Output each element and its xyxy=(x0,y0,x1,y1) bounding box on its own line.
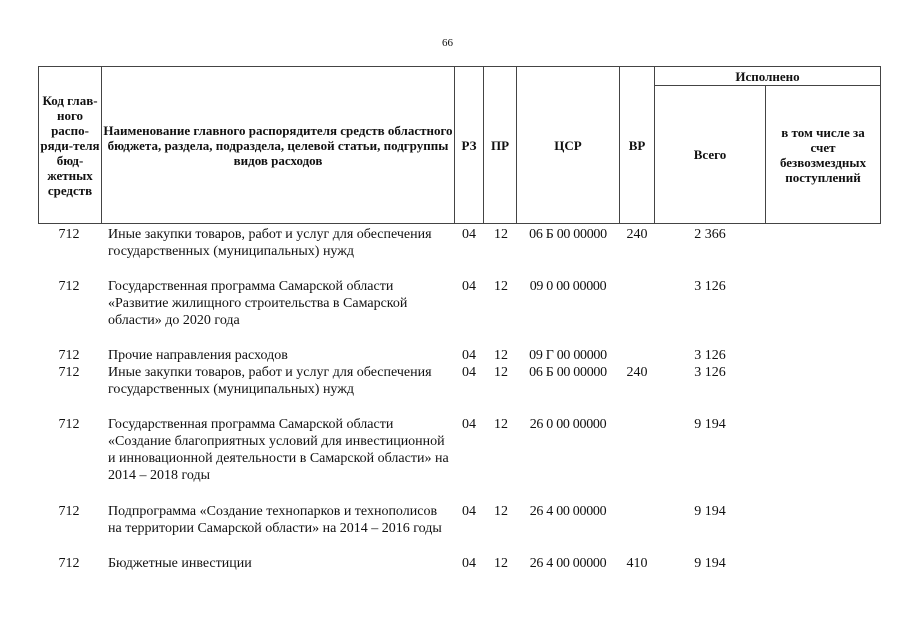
cell-csr: 26 0 00 00000 xyxy=(529,417,607,432)
cell-name: Подпрограмма «Создание технопарков и технополисов на территории Самарской области» на 2014 – 2016 годы xyxy=(108,504,442,536)
header-rz: РЗ xyxy=(454,66,484,224)
cell-vr: 410 xyxy=(626,556,648,571)
cell-rz: 04 xyxy=(462,504,476,519)
cell-code: 712 xyxy=(58,556,80,571)
header-executed: Исполнено xyxy=(654,66,881,86)
cell-csr: 26 4 00 00000 xyxy=(529,504,607,519)
cell-name: Иные закупки товаров, работ и услуг для обеспечения государственных (муниципальных) нужд xyxy=(108,227,432,259)
cell-pr: 12 xyxy=(494,227,508,242)
cell-code: 712 xyxy=(58,348,80,363)
cell-name: Прочие направления расходов xyxy=(108,348,288,363)
cell-vr: 240 xyxy=(626,365,648,380)
page-number: 66 xyxy=(442,37,453,49)
cell-csr: 06 Б 00 00000 xyxy=(529,365,607,380)
header-code: Код глав-ного распо-ряди-теля бюд-жетных средств xyxy=(38,66,102,224)
cell-pr: 12 xyxy=(494,365,508,380)
cell-code: 712 xyxy=(58,227,80,242)
cell-csr: 09 0 00 00000 xyxy=(529,279,607,294)
cell-csr: 26 4 00 00000 xyxy=(529,556,607,571)
cell-rz: 04 xyxy=(462,365,476,380)
cell-total: 3 126 xyxy=(694,279,726,294)
cell-csr: 09 Г 00 00000 xyxy=(529,348,607,363)
cell-rz: 04 xyxy=(462,556,476,571)
cell-rz: 04 xyxy=(462,279,476,294)
cell-total: 9 194 xyxy=(694,417,726,432)
header-csr: ЦСР xyxy=(516,66,620,224)
cell-pr: 12 xyxy=(494,348,508,363)
cell-code: 712 xyxy=(58,279,80,294)
cell-vr: 240 xyxy=(626,227,648,242)
cell-total: 3 126 xyxy=(694,365,726,380)
header-vr: ВР xyxy=(619,66,655,224)
cell-csr: 06 Б 00 00000 xyxy=(529,227,607,242)
header-name: Наименование главного распорядителя средств областного бюджета, раздела, подраздела, целевой статьи, подгруппы видов расходов xyxy=(101,66,455,224)
cell-total: 9 194 xyxy=(694,504,726,519)
cell-pr: 12 xyxy=(494,279,508,294)
cell-rz: 04 xyxy=(462,348,476,363)
cell-name: Государственная программа Самарской области «Создание благоприятных условий для инвестиционной и инновационной деятельности в Самарской области» на 2014 – 2018 годы xyxy=(108,417,449,483)
cell-total: 2 366 xyxy=(694,227,726,242)
cell-code: 712 xyxy=(58,504,80,519)
cell-pr: 12 xyxy=(494,417,508,432)
cell-rz: 04 xyxy=(462,227,476,242)
header-pr: ПР xyxy=(483,66,517,224)
cell-code: 712 xyxy=(58,417,80,432)
cell-name: Бюджетные инвестиции xyxy=(108,556,252,571)
cell-name: Государственная программа Самарской области «Развитие жилищного строительства в Самарской области» до 2020 года xyxy=(108,279,408,328)
cell-name: Иные закупки товаров, работ и услуг для обеспечения государственных (муниципальных) нужд xyxy=(108,365,432,397)
cell-pr: 12 xyxy=(494,504,508,519)
cell-total: 3 126 xyxy=(694,348,726,363)
header-grant: в том числе за счет безвозмездных поступлений xyxy=(765,85,881,224)
cell-total: 9 194 xyxy=(694,556,726,571)
cell-pr: 12 xyxy=(494,556,508,571)
cell-code: 712 xyxy=(58,365,80,380)
header-total: Всего xyxy=(654,85,766,224)
cell-rz: 04 xyxy=(462,417,476,432)
